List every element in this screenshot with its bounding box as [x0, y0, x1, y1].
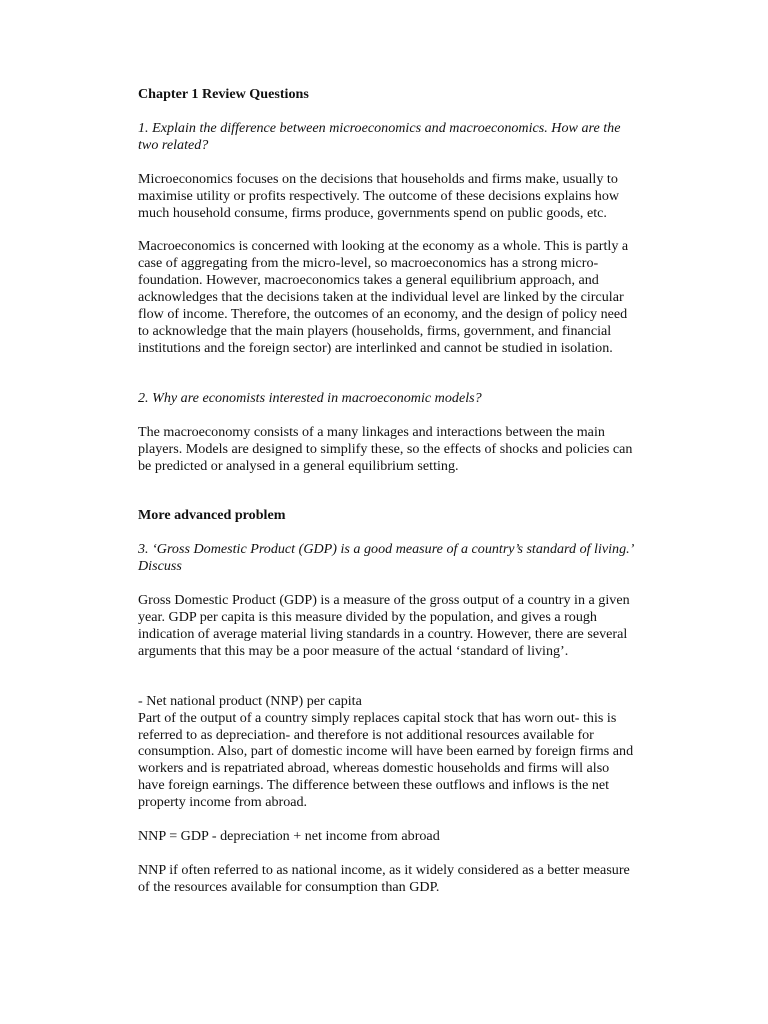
question-3: 3. ‘Gross Domestic Product (GDP) is a good measure of a country’s standard of living.’ Discuss: [138, 541, 633, 575]
section-subheading: More advanced problem: [138, 507, 286, 524]
document-page: [138, 86, 638, 896]
answer-2-paragraph: The macroeconomy consists of a many linkages and interactions between the main players. Models are designed to simplify these, so the effects of shocks and policies can be predicted or analysed in a general equilibrium setting.: [138, 423, 633, 474]
answer-1-paragraph-2: Macroeconomics is concerned with looking at the economy as a whole. This is partly a case of aggregating from the micro-level, so macroeconomics has a strong micro-foundation. However, macroeconomics takes a general equilibrium approach, and acknowledges that the decisions taken at the individual level are linked by the circular flow of income. Therefore, the outcomes of an economy, and the design of policy need to acknowledge that the main players (households, firms, government, and financial institutions and the foreign sector) are interlinked and cannot be studied in isolation.: [138, 238, 629, 356]
chapter-heading: Chapter 1 Review Questions: [138, 86, 309, 102]
question-1: 1. Explain the difference between microeconomics and macroeconomics. How are the two related?: [138, 119, 621, 153]
nnp-section-title: - Net national product (NNP) per capita: [138, 692, 362, 709]
answer-3-paragraph-1: Gross Domestic Product (GDP) is a measure of the gross output of a country in a given year. GDP per capita is this measure divided by the population, and gives a rough indication of average material living standards in a country. However, there are several arguments that this may be a poor measure of the actual ‘standard of living’.: [138, 592, 630, 659]
question-2: 2. Why are economists interested in macroeconomic models?: [138, 389, 482, 406]
nnp-note: NNP if often referred to as national income, as it widely considered as a better measure of the resources available for consumption than GDP.: [138, 862, 630, 895]
nnp-equation: NNP = GDP - depreciation + net income from abroad: [138, 828, 440, 845]
nnp-section-body: Part of the output of a country simply replaces capital stock that has worn out- this is referred to as depreciation- and therefore is not additional resources available for consumption. Also, part of domestic income will have been earned by foreign firms and workers and is repatriated abroad, whereas domestic households and firms will also have foreign earnings. The difference between these outflows and inflows is the net property income from abroad.: [138, 709, 634, 811]
answer-1-paragraph-1: Microeconomics focuses on the decisions that households and firms make, usually to maximise utility or profits respectively. The outcome of these decisions explains how much household consume, firms produce, governments spend on public goods, etc.: [138, 170, 620, 221]
